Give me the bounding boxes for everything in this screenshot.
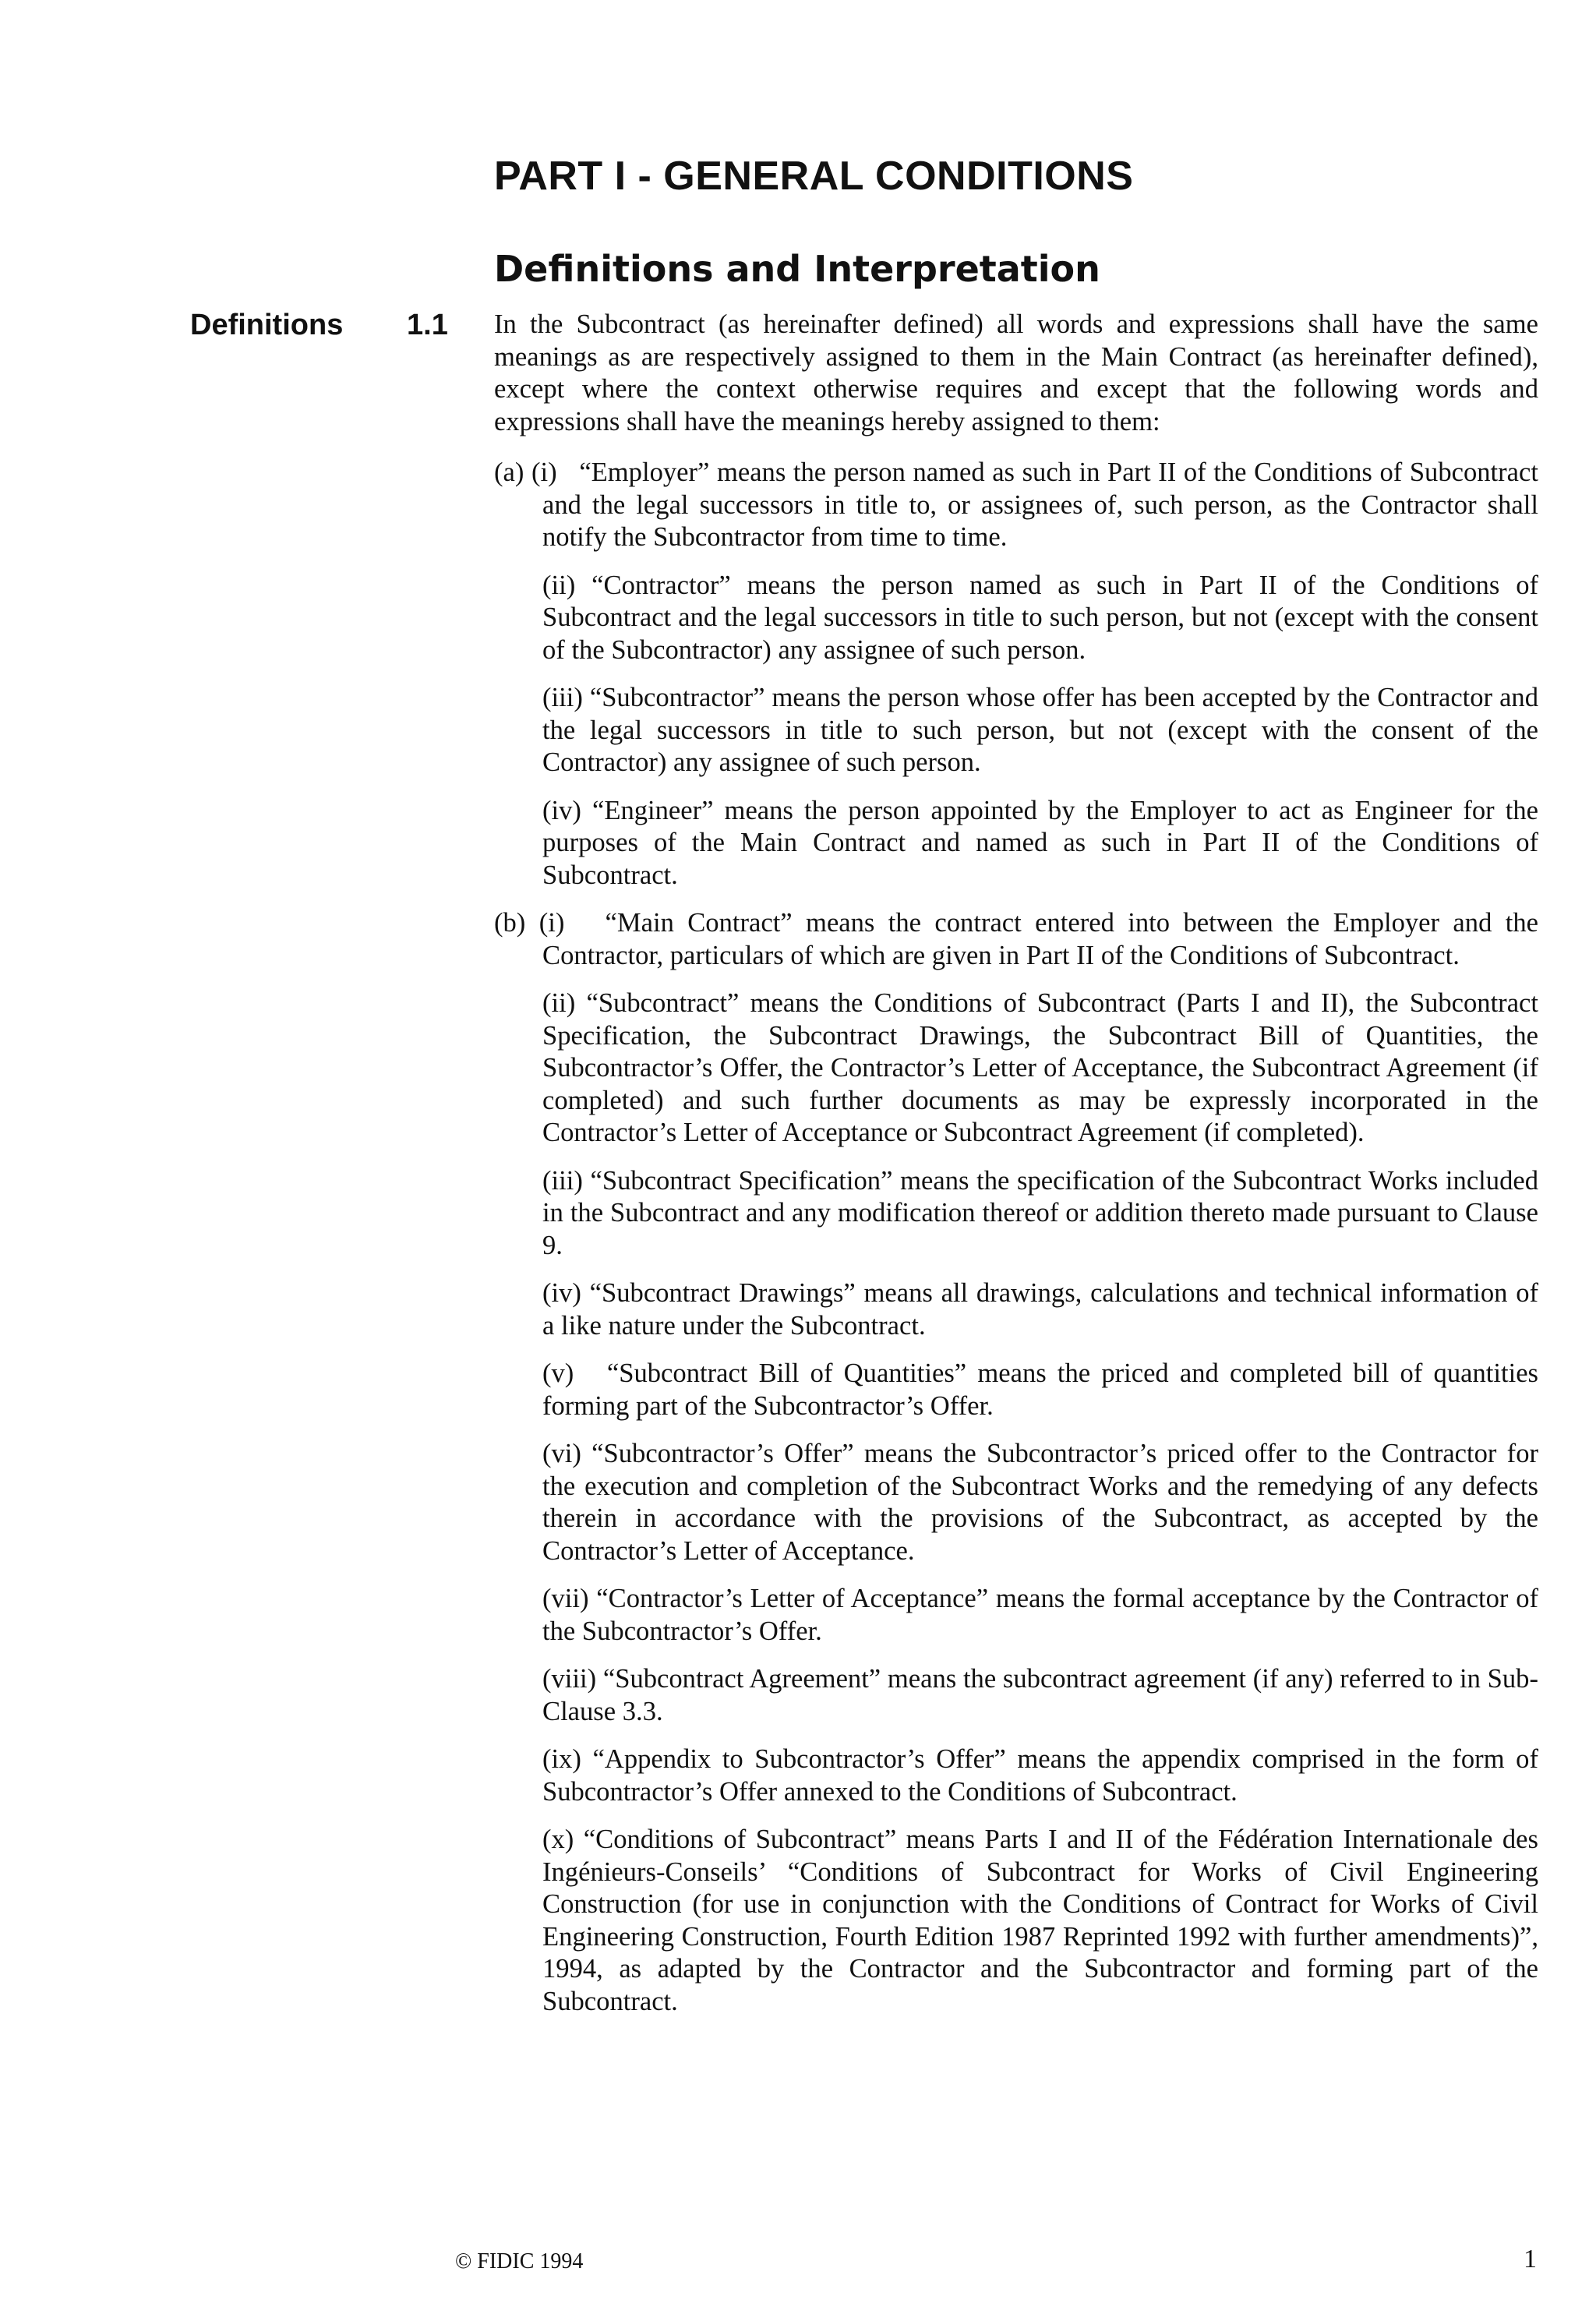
section-title: Definitions and Interpretation [494,248,1100,290]
clause-intro-paragraph: In the Subcontract (as hereinafter defined) all words and expressions shall have the same meanings as are respectively assigned to them in the Main Contract (as hereinafter defined), except where the context otherwise requires and except that the following words and expressions shall have the meanings hereby assigned to them: [494,309,1538,436]
definition-subcontract-bill-of-quantities: (v) “Subcontract Bill of Quantities” means the priced and completed bill of quantities forming part of the Subcontractor’s Offer. [542,1358,1538,1421]
definition-contractor: (ii) “Contractor” means the person named as such in Part II of the Conditions of Subcontract and the legal successors in title to such person, but not (except with the consent of the Subcontractor) any assignee of such person. [542,570,1538,665]
definition-subcontract-specification: (iii) “Subcontract Specification” means the specification of the Subcontract Works included in the Subcontract and any modification thereof or addition thereto made pursuant to Clause 9. [542,1165,1538,1260]
definition-subcontract-drawings: (iv) “Subcontract Drawings” means all drawings, calculations and technical information of a like nature under the Subcontract. [542,1278,1538,1341]
definition-letter-of-acceptance: (vii) “Contractor’s Letter of Acceptance” means the formal acceptance by the Contractor of the Subcontractor’s Offer. [542,1584,1538,1646]
definition-conditions-of-subcontract: (x) “Conditions of Subcontract” means Parts I and II of the Fédération Internationale des Ingénieurs-Conseils’ “Conditions of Subcontract for Works of Civil Engineering Construction (for use in conjunction with the Conditions of Contract for Works of Civil Engineering Construction, Fourth Edition 1987 Reprinted 1992 with further amendments)”, 1994, as adapted by the Contractor and the Subcontractor and forming part of the Subcontract. [542,1825,1538,2016]
definition-subcontract-agreement: (viii) “Subcontract Agreement” means the subcontract agreement (if any) referred to in Sub-Clause 3.3. [542,1664,1538,1726]
margin-heading: Definitions [190,309,344,341]
clause-number: 1.1 [407,309,448,341]
footer-copyright: © FIDIC 1994 [455,2249,584,2273]
definitions-list [494,457,1538,2033]
definition-engineer: (iv) “Engineer” means the person appointed by the Employer to act as Engineer for the purposes of the Main Contract and named as such in Part II of the Conditions of Subcontract. [542,795,1538,890]
definition-employer: (a) (i) “Employer” means the person named as such in Part II of the Conditions of Subcontract and the legal successors in title to, or assignees of, such person, as the Contractor shall notify the Subcontractor from time to time. [494,458,1538,552]
part-title: PART I - GENERAL CONDITIONS [494,154,1134,199]
page-number: 1 [1524,2245,1537,2273]
definition-subcontractor: (iii) “Subcontractor” means the person whose offer has been accepted by the Contractor and the legal successors in title to such person, but not (except with the consent of the Contractor) any assignee of such person. [542,683,1538,777]
definition-subcontract: (ii) “Subcontract” means the Conditions of Subcontract (Parts I and II), the Subcontract Specification, the Subcontract Drawings, the Subcontract Bill of Quantities, the Subcontractor’s Offer, the Contractor’s Letter of Acceptance, the Subcontract Agreement (if completed) and such further documents as may be expressly incorporated in the Contractor’s Letter of Acceptance or Subcontract Agreement (if completed). [542,988,1538,1147]
definition-subcontractors-offer: (vi) “Subcontractor’s Offer” means the Subcontractor’s priced offer to the Contractor for the execution and completion of the Subcontract Works and the remedying of any defects therein in accordance with the provisions of the Subcontract, as accepted by the Contractor’s Letter of Acceptance. [542,1439,1538,1566]
definition-main-contract: (b) (i) “Main Contract” means the contract entered into between the Employer and the Contractor, particulars of which are given in Part II of the Conditions of Subcontract. [494,908,1538,970]
definition-appendix-to-offer: (ix) “Appendix to Subcontractor’s Offer” means the appendix comprised in the form of Subcontractor’s Offer annexed to the Conditions of Subcontract. [542,1744,1538,1807]
